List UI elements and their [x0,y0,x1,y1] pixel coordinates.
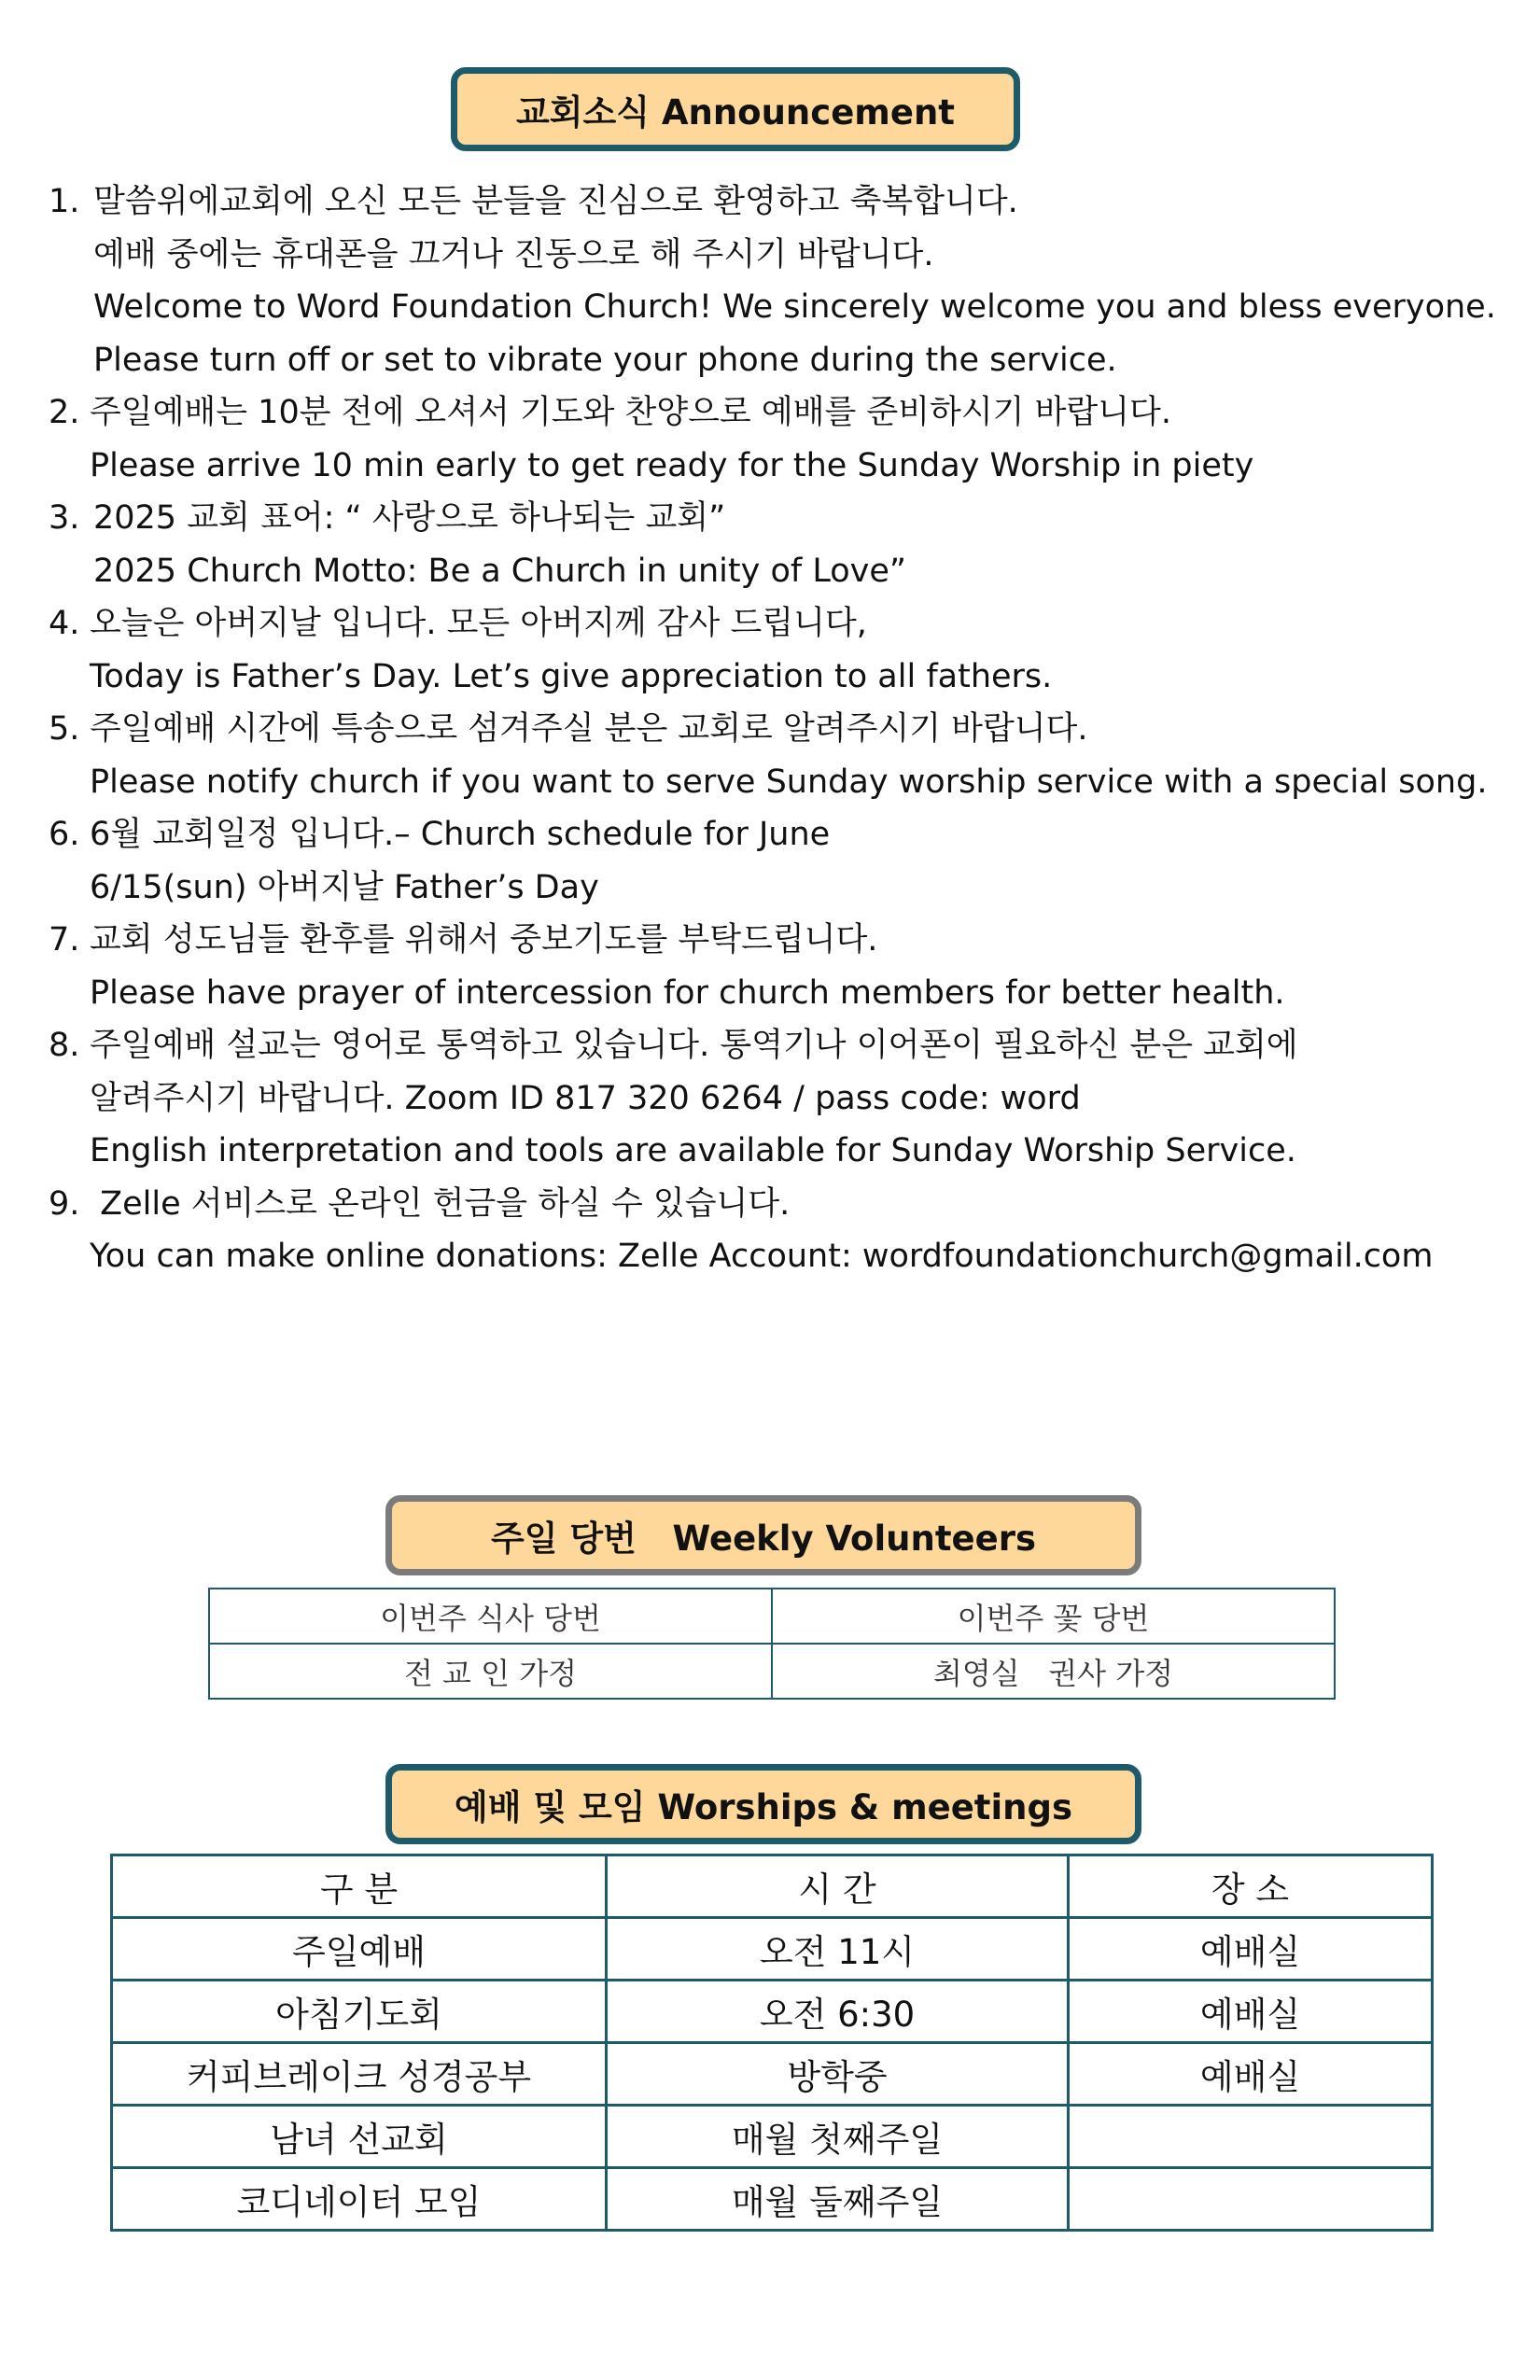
table-row [112,1918,1433,1981]
table-cell: 주일예배 [112,1918,607,1981]
announcement-item [49,492,1505,597]
announcement-item [49,703,1505,808]
table-row [112,1981,1433,2043]
table-cell: 아침기도회 [112,1981,607,2043]
announcement-item [49,597,1505,703]
volunteers-header: 주일 당번 Weekly Volunteers [385,1495,1141,1575]
table-cell: 예배실 [1069,1981,1433,2043]
table-cell [1069,2106,1433,2168]
announcement-line: Please arrive 10 min early to get ready for the Sunday Worship in piety [90,446,1254,484]
volunteers-table [208,1588,1336,1700]
announcement-line: 말씀위에교회에 오신 모든 분들을 진심으로 환영하고 축복합니다. [93,183,1018,220]
announcement-line: 주일예배 설교는 영어로 통역하고 있습니다. 통역기나 이어폰이 필요하신 분은 교회에 [90,1027,1298,1064]
table-cell: 코디네이터 모임 [112,2168,607,2231]
table-row [112,2043,1433,2106]
table-cell: 이번주 꽃 당번 [772,1589,1335,1644]
table-cell: 매월 첫째주일 [607,2106,1069,2168]
item-number: 1. [49,183,80,220]
announcement-item [49,386,1505,492]
worship-table [110,1854,1434,2232]
announcement-item [49,1019,1505,1178]
table-cell: 매월 둘째주일 [607,2168,1069,2231]
table-row [209,1589,1335,1644]
announcement-line: 2025 교회 표어: “ 사랑으로 하나되는 교회” [93,499,726,537]
table-cell: 이번주 식사 당번 [209,1589,772,1644]
column-header: 구 분 [112,1855,607,1918]
announcement-line: 오늘은 아버지날 입니다. 모든 아버지께 감사 드립니다, [90,605,867,642]
announcement-line: You can make online donations: Zelle Account: wordfoundationchurch@gmail.com [90,1238,1434,1275]
announcement-line: Please have prayer of intercession for church members for better health. [90,973,1285,1012]
announcement-header: 교회소식 Announcement [451,67,1020,151]
item-number: 7. [49,921,80,959]
table-row [209,1644,1335,1699]
table-cell: 예배실 [1069,1918,1433,1981]
table-cell [1069,2168,1433,2231]
table-cell: 남녀 선교회 [112,2106,607,2168]
item-number: 5. [49,710,80,748]
table-cell: 커피브레이크 성경공부 [112,2043,607,2106]
announcement-line: Welcome to Word Foundation Church! We sincerely welcome you and bless everyone. [93,288,1496,326]
announcement-line: 6월 교회일정 입니다.– Church schedule for June [90,816,831,853]
announcement-line: 주일예배는 10분 전에 오셔서 기도와 찬양으로 예배를 준비하시기 바랍니다. [90,394,1171,431]
item-number: 2. [49,394,80,431]
announcement-line: 교회 성도님들 환후를 위해서 중보기도를 부탁드립니다. [90,921,878,959]
announcement-line: Zelle 서비스로 온라인 헌금을 하실 수 있습니다. [90,1184,791,1223]
item-number: 8. [49,1027,80,1064]
table-cell: 오전 11시 [607,1918,1069,1981]
announcement-item [49,808,1505,914]
announcement-line: Please notify church if you want to serve Sunday worship service with a special song. [90,763,1488,801]
item-number: 9. [49,1184,80,1223]
table-cell: 오전 6:30 [607,1981,1069,2043]
item-number: 4. [49,605,80,642]
announcement-line: 알려주시기 바랍니다. Zoom ID 817 320 6264 / pass code: word [90,1079,1081,1117]
worship-header: 예배 및 모임 Worships & meetings [385,1764,1141,1844]
announcement-line: 주일예배 시간에 특송으로 섬겨주실 분은 교회로 알려주시기 바랍니다. [90,710,1088,748]
table-row [112,2106,1433,2168]
table-cell: 최영실 권사 가정 [772,1644,1335,1699]
item-number: 6. [49,816,80,853]
table-cell: 방학중 [607,2043,1069,2106]
announcement-item [49,1178,1505,1283]
announcement-line: English interpretation and tools are available for Sunday Worship Service. [90,1132,1296,1169]
announcement-list [49,175,1505,1283]
announcement-line: Today is Father’s Day. Let’s give appreciation to all fathers. [90,657,1053,695]
announcement-line: Please turn off or set to vibrate your phone during the service. [93,341,1117,379]
column-header: 장 소 [1069,1855,1433,1918]
table-cell: 전 교 인 가정 [209,1644,772,1699]
table-row [112,2168,1433,2231]
announcement-line: 6/15(sun) 아버지날 Father’s Day [90,868,599,906]
announcement-line: 2025 Church Motto: Be a Church in unity of Love” [93,552,907,590]
announcement-line: 예배 중에는 휴대폰을 끄거나 진동으로 해 주시기 바랍니다. [93,235,934,273]
column-header: 시 간 [607,1855,1069,1918]
item-number: 3. [49,499,80,537]
announcement-item [49,175,1505,386]
table-cell: 예배실 [1069,2043,1433,2106]
announcement-item [49,914,1505,1019]
table-header-row [112,1855,1433,1918]
